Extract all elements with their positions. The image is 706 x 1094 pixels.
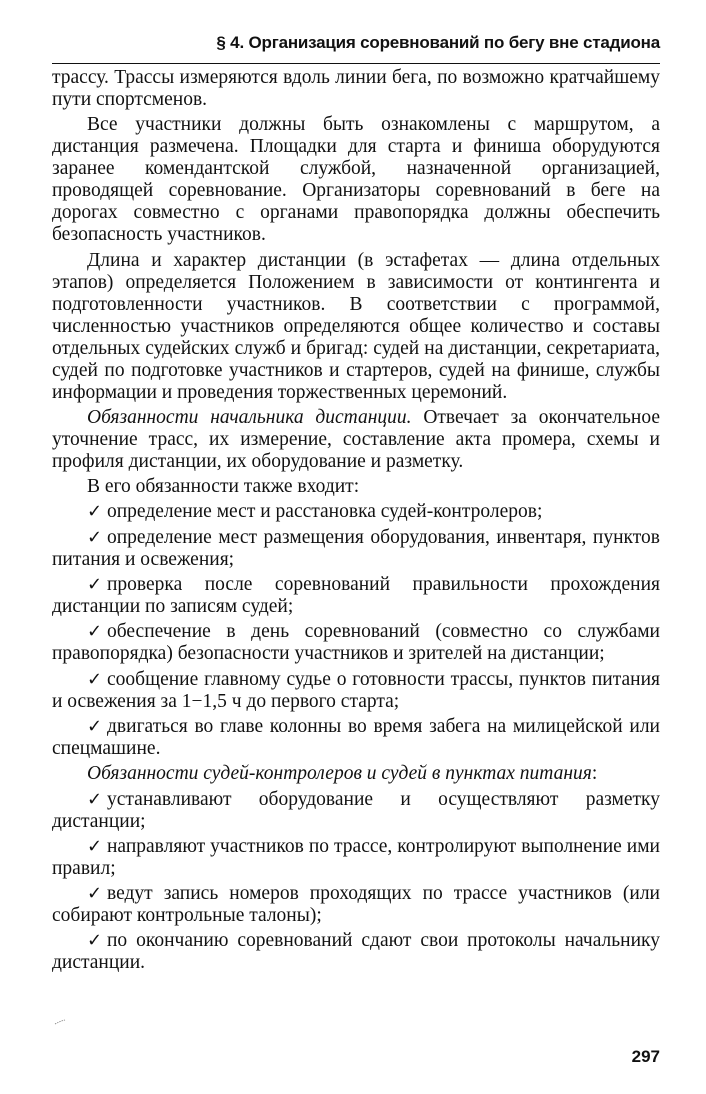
paragraph-text: сообщение главному судье о готовности трассы, пунктов питания и освежения за 1−1,5 ч до первого старта; bbox=[52, 668, 660, 712]
paragraph-lead-italic: Обязанности начальника дистанции. bbox=[87, 406, 412, 428]
paragraph bbox=[52, 114, 660, 246]
paragraph-text: определение мест размещения оборудования, инвентаря, пунктов питания и освежения; bbox=[52, 526, 660, 570]
checklist-item bbox=[52, 789, 660, 833]
paragraph-text: проверка после соревнований правильности прохождения дистанции по записям судей; bbox=[52, 574, 660, 618]
checkmark-icon: ✓ bbox=[87, 526, 103, 548]
paragraph-text: Все участники должны быть ознакомлены с маршрутом, а дистанция размечена. Площадки для старта и финиша оборудуются заранее комендантской службой, назначенной организацией, проводящей соревнование. Организаторы соревнований в беге на дорогах совместно с органами правопорядка должны обеспечить безопасность участников. bbox=[52, 114, 660, 246]
checklist-item bbox=[52, 836, 660, 880]
checkmark-icon: ✓ bbox=[87, 788, 103, 810]
paragraph bbox=[52, 407, 660, 473]
checkmark-icon: ✓ bbox=[87, 668, 103, 690]
scan-speck bbox=[54, 1019, 66, 1025]
checklist-item bbox=[52, 501, 660, 523]
paragraph-text: двигаться во главе колонны во время забега на милицейской или спецмашине. bbox=[52, 715, 660, 759]
paragraph-text: Отвечает за окончательное уточнение трасс, их измерение, составление акта промера, схемы и профиля дистанции, их оборудование и разметку. bbox=[52, 406, 660, 472]
paragraph-text: определение мест и расстановка судей-контролеров; bbox=[107, 501, 543, 523]
checklist-item bbox=[52, 669, 660, 713]
book-page bbox=[52, 28, 660, 978]
checklist-item bbox=[52, 621, 660, 665]
checkmark-icon: ✓ bbox=[87, 501, 103, 523]
paragraph-text: устанавливают оборудование и осуществляют разметку дистанции; bbox=[52, 788, 660, 832]
paragraph bbox=[52, 763, 660, 785]
paragraph-text: Длина и характер дистанции (в эстафетах — длина отдельных этапов) определяется Положением в зависимости от контингента и подготовленности участников. В соответствии с программой, численностью участников определяются общее количество и составы отдельных судейских служб и бригад: судей на дистанции, секретариата, судей по подготовке участников и стартеров, судей на финише, службы информации и проведения торжественных церемоний. bbox=[52, 249, 660, 403]
paragraph bbox=[52, 476, 660, 498]
paragraph-text: по окончанию соревнований сдают свои протоколы начальнику дистанции. bbox=[52, 930, 660, 974]
checklist-item bbox=[52, 930, 660, 974]
checkmark-icon: ✓ bbox=[87, 930, 103, 952]
body-text bbox=[52, 67, 660, 974]
running-title: § 4. Организация соревнований по бегу вне стадиона bbox=[216, 33, 660, 52]
checkmark-icon: ✓ bbox=[87, 883, 103, 905]
paragraph-text: : bbox=[591, 763, 598, 785]
page-number: 297 bbox=[631, 1047, 660, 1066]
running-head bbox=[52, 28, 660, 64]
checkmark-icon: ✓ bbox=[87, 715, 103, 737]
paragraph-text: В его обязанности также входит: bbox=[87, 476, 360, 498]
paragraph-text: обеспечение в день соревнований (совместно со службами правопорядка) безопасности участников и зрителей на дистанции; bbox=[52, 621, 660, 665]
checklist-item bbox=[52, 574, 660, 618]
checklist-item bbox=[52, 883, 660, 927]
paragraph-text: направляют участников по трассе, контролируют выполнение ими правил; bbox=[52, 835, 660, 879]
checklist-item bbox=[52, 527, 660, 571]
paragraph-text: ведут запись номеров проходящих по трассе участников (или собирают контрольные талоны); bbox=[52, 883, 660, 927]
paragraph-text: трассу. Трассы измеряются вдоль линии бега, по возможно кратчайшему пути спортсменов. bbox=[52, 67, 660, 110]
checkmark-icon: ✓ bbox=[87, 835, 103, 857]
checklist-item bbox=[52, 716, 660, 760]
paragraph-lead-italic: Обязанности судей-контролеров и судей в пунктах питания bbox=[87, 763, 592, 785]
paragraph bbox=[52, 250, 660, 404]
paragraph bbox=[52, 67, 660, 111]
checkmark-icon: ✓ bbox=[87, 621, 103, 643]
checkmark-icon: ✓ bbox=[87, 574, 103, 596]
